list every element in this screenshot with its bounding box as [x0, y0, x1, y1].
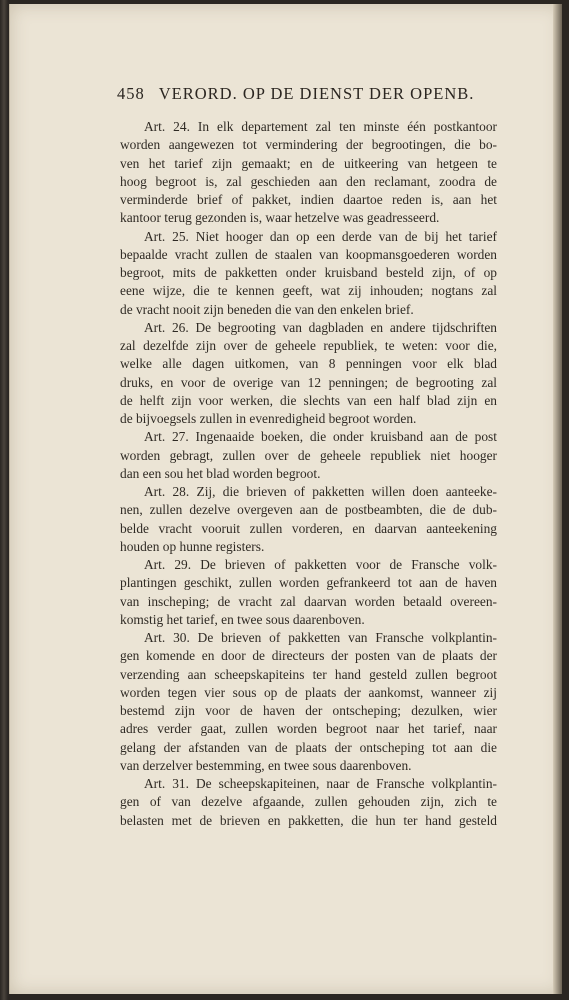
page-gutter — [553, 4, 562, 994]
text-line: worden aangewezen tot vermindering der begrootingen, die bo- — [120, 137, 497, 153]
text-line: verminderde brief of pakket, indien daartoe reden is, aan het — [120, 192, 497, 207]
text-line: begroot, mits de pakketten onder kruisband besteld zijn, of op — [120, 265, 497, 280]
text-line: bestemd zijn voor de haven der ontscheping; dezulken, wier — [120, 703, 497, 718]
text-line: gelang der afstanden van de plaats der ontscheping tot aan die — [120, 739, 497, 755]
text-line: druks, en voor de overige van 12 penningen; de begrooting zal — [120, 374, 497, 390]
text-line: welke alle dagen uitkomen, van 8 penningen voor elk blad — [120, 356, 497, 372]
text-line: ven het tarief zijn gemaakt; en de uitkeering van hetgeen te — [120, 155, 497, 171]
text-line: Art. 24. In elk departement zal ten minste één postkantoor — [144, 119, 497, 134]
text-line: Art. 29. De brieven of pakketten voor de Fransche volk- — [144, 557, 497, 572]
running-title: VERORD. OP DE DIENST DER OPENB. — [158, 84, 475, 103]
text-line: Art. 27. Ingenaaide boeken, die onder kruisband aan de post — [144, 429, 497, 445]
text-line: zal dezelfde zijn over de geheele republiek, te weten: voor die, — [120, 338, 497, 353]
text-line: Art. 30. De brieven of pakketten van Fransche volkplantin- — [144, 630, 497, 645]
text-line: verzending aan scheepskapiteins ter hand gesteld zullen begroot — [120, 666, 497, 682]
text-line: van inscheping; de vracht zal daarvan worden betaald overeen- — [120, 593, 497, 609]
text-line: worden tegen vier sous op de plaats der aankomst, wanneer zij — [120, 684, 497, 700]
page-number: 458 — [117, 84, 145, 103]
text-line: dan een sou het blad worden begroot. — [120, 465, 321, 481]
text-line: eene wijze, die te kennen geeft, wat zij inhouden; nogtans zal — [120, 283, 497, 299]
text-line: worden gebragt, zullen over de geheele republiek niet hooger — [120, 447, 497, 463]
text-line: Art. 31. De scheepskapiteinen, naar de Fransche volkplantin- — [144, 776, 497, 791]
text-line: belde vracht vooruit zullen vorderen, en daarvan aanteekening — [120, 520, 497, 536]
text-line: kantoor terug gezonden is, waar hetzelve was geadresseerd. — [120, 210, 440, 226]
page-header — [117, 84, 497, 108]
text-line: de bijvoegsels zullen in evenredigheid begroot worden. — [120, 411, 417, 426]
text-line: nen, zullen dezelve overgeven aan de postbeambten, die de dub- — [120, 502, 497, 518]
text-line: van derzelver bestemming, en twee sous daarenboven. — [120, 757, 412, 773]
text-line: Art. 28. Zij, die brieven of pakketten willen doen aanteeke- — [144, 484, 497, 499]
text-line: gen of van dezelve afgaande, zullen gehouden zijn, zich te — [120, 794, 497, 810]
text-line: plantingen geschikt, zullen worden gefrankeerd tot aan de haven — [120, 575, 497, 591]
text-line: de helft zijn voor werken, die slechts van een half blad zijn en — [120, 392, 497, 408]
text-line: komstig het tarief, en twee sous daarenboven. — [120, 611, 365, 627]
text-line: de vracht nooit zijn beneden die van den enkelen brief. — [120, 301, 414, 317]
text-line: Art. 25. Niet hooger dan op een derde van de bij het tarief — [144, 228, 497, 244]
text-line: adres verder gaat, zullen worden begroot naar het tarief, naar — [120, 721, 497, 737]
text-line: houden op hunne registers. — [120, 538, 265, 554]
text-line: belasten met de brieven en pakketten, die hun ter hand gesteld — [120, 812, 497, 828]
body-text — [120, 118, 497, 830]
text-line: gen komende en door de directeurs der posten van de plaats der — [120, 648, 497, 664]
text-line: bepaalde vracht zullen de staalen van koopmansgoederen worden — [120, 246, 497, 262]
text-line: Art. 26. De begrooting van dagbladen en andere tijdschriften — [144, 319, 497, 335]
text-line: hoog begroot is, zal geschieden aan den reclamant, zoodra de — [120, 173, 497, 189]
